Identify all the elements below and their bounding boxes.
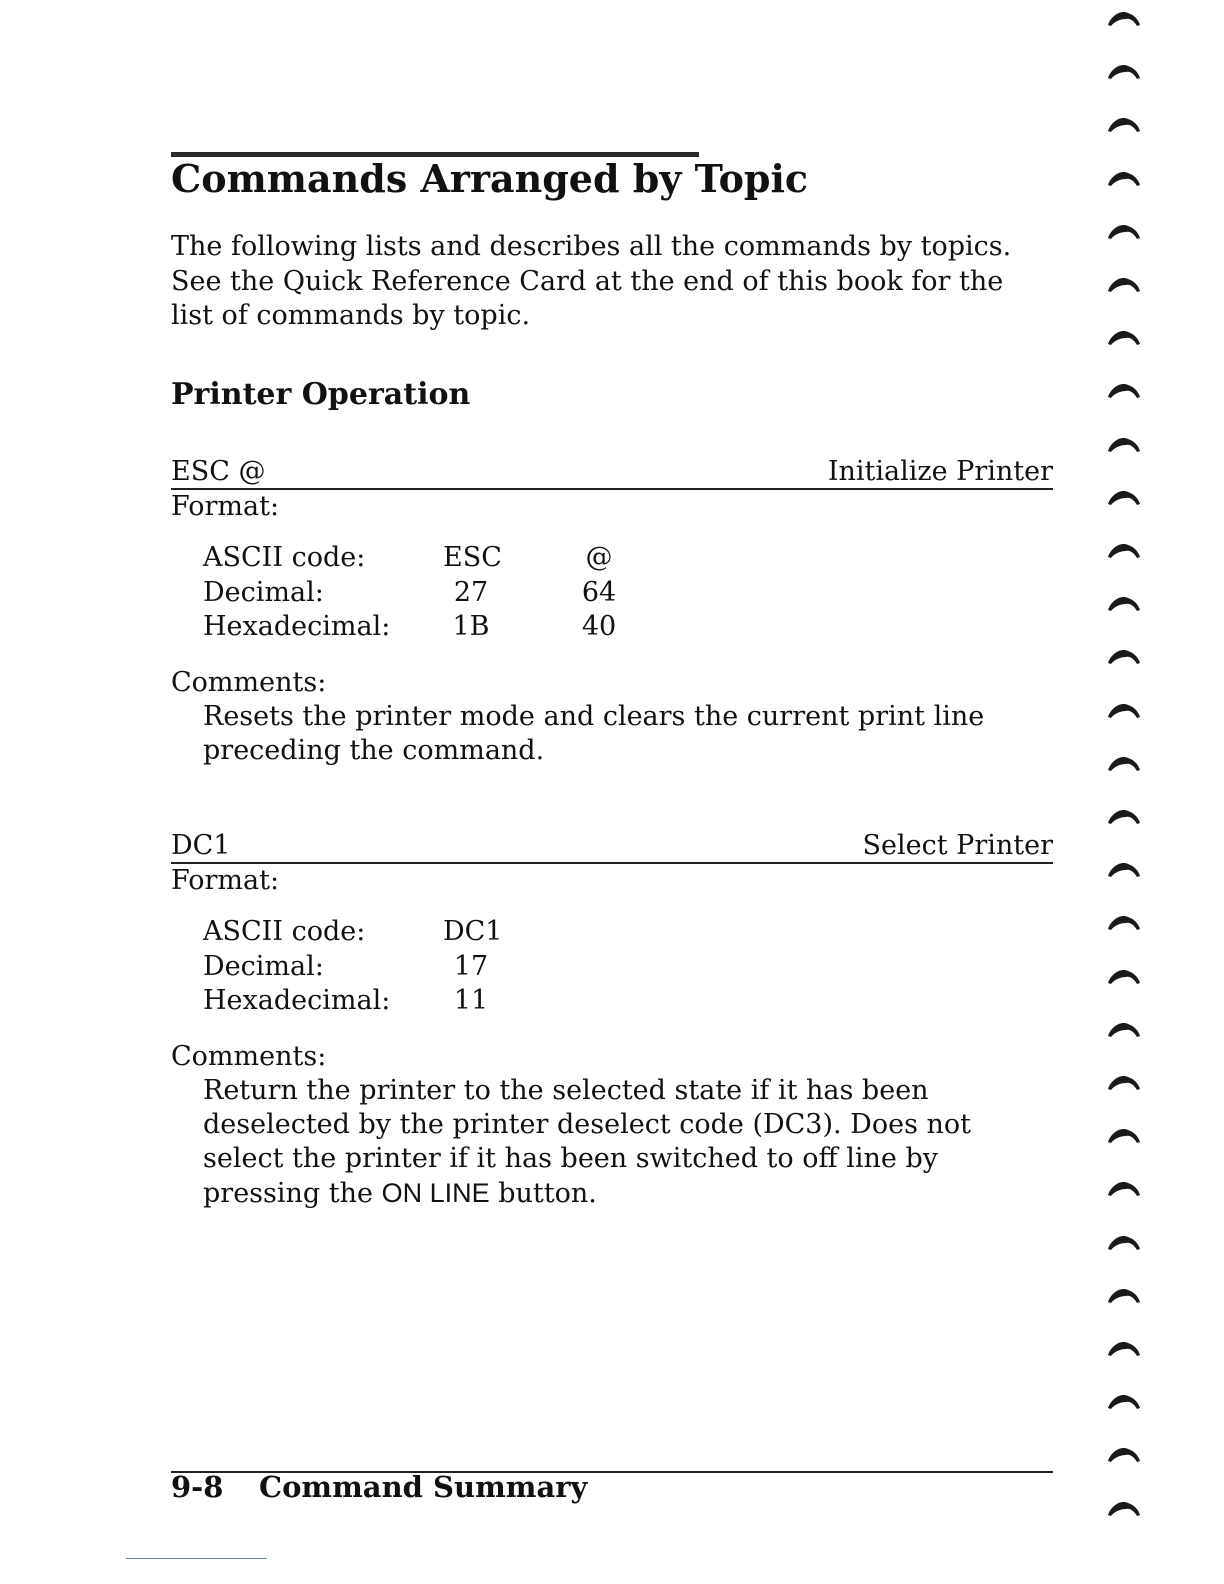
page-title: Commands Arranged by Topic <box>171 156 809 201</box>
binding-ring-icon <box>1106 1019 1142 1039</box>
binding-ring-icon <box>1106 380 1142 400</box>
format-row-hex <box>203 611 1053 646</box>
command-block-esc-at <box>171 453 1053 768</box>
row-value-2: 64 <box>581 576 617 608</box>
comments-text <box>203 1074 1053 1212</box>
row-label: Decimal: <box>203 576 324 608</box>
format-row-hex <box>203 985 1053 1020</box>
binding-ring-icon <box>1106 859 1142 879</box>
page-footer <box>171 1470 587 1504</box>
row-value-1: ESC <box>443 542 502 573</box>
binding-ring-icon <box>1106 1391 1142 1411</box>
format-table <box>203 542 1053 646</box>
command-code: ESC @ <box>171 456 266 487</box>
row-label: ASCII code: <box>203 542 366 573</box>
format-row-decimal <box>203 577 1053 612</box>
binding-ring-icon <box>1106 646 1142 666</box>
command-code: DC1 <box>171 830 231 861</box>
row-label: Hexadecimal: <box>203 611 391 642</box>
row-value-1: 17 <box>453 950 489 982</box>
binding-ring-icon <box>1106 221 1142 241</box>
binding-ring-icon <box>1106 434 1142 454</box>
binding-ring-icon <box>1106 593 1142 613</box>
format-label: Format: <box>171 865 280 896</box>
binding-ring-icon <box>1106 806 1142 826</box>
binding-ring-icon <box>1106 1072 1142 1092</box>
binding-ring-icon <box>1106 61 1142 81</box>
binding-ring-icon <box>1106 912 1142 932</box>
row-value-1: 1B <box>452 611 490 642</box>
command-header <box>171 827 1053 864</box>
row-label: Decimal: <box>203 950 324 982</box>
binding-ring-icon <box>1106 1498 1142 1518</box>
comments-text-part: Return the printer to the selected state if it has been deselected by the printer deselect code (DC3). Does not select the printer if it has been switched to off line by pressing the <box>203 1074 971 1210</box>
row-value-1: 27 <box>453 576 489 608</box>
row-value-2: 40 <box>581 611 617 642</box>
binding-ring-icon <box>1106 1338 1142 1358</box>
command-header <box>171 453 1053 490</box>
binding-ring-icon <box>1106 274 1142 294</box>
comments-text: Resets the printer mode and clears the current print line preceding the command. <box>203 700 985 766</box>
row-label: Hexadecimal: <box>203 985 391 1016</box>
chapter-title: Command Summary <box>259 1470 588 1504</box>
binding-ring-icon <box>1106 1178 1142 1198</box>
binding-ring-icon <box>1106 1444 1142 1464</box>
binding-ring-icon <box>1106 487 1142 507</box>
row-value-1: DC1 <box>443 916 503 947</box>
comments-label: Comments: <box>171 666 327 698</box>
format-row-ascii <box>203 542 1053 577</box>
comments-label: Comments: <box>171 1040 327 1072</box>
binding-ring-icon <box>1106 114 1142 134</box>
binding-ring-icon <box>1106 966 1142 986</box>
command-block-dc1 <box>171 827 1053 1212</box>
format-table <box>203 916 1053 1020</box>
binding-ring-icon <box>1106 700 1142 720</box>
row-value-2: @ <box>585 542 613 573</box>
command-name: Initialize Printer <box>827 456 1053 487</box>
page-number: 9-8 <box>171 1470 224 1504</box>
row-label: ASCII code: <box>203 916 366 947</box>
scan-artifact-line <box>126 1558 267 1559</box>
binding-ring-icon <box>1106 1285 1142 1305</box>
format-row-decimal <box>203 951 1053 986</box>
binding-ring-icon <box>1106 168 1142 188</box>
spiral-binding <box>1100 0 1160 1584</box>
intro-paragraph: The following lists and describes all the commands by topics. See the Quick Reference Card at the end of this book for the list of commands by topic. <box>171 231 1012 331</box>
binding-ring-icon <box>1106 327 1142 347</box>
binding-ring-icon <box>1106 1232 1142 1252</box>
binding-ring-icon <box>1106 753 1142 773</box>
section-heading: Printer Operation <box>171 377 471 412</box>
binding-ring-icon <box>1106 540 1142 560</box>
row-value-1: 11 <box>453 985 489 1016</box>
binding-ring-icon <box>1106 1125 1142 1145</box>
command-name: Select Printer <box>862 830 1053 861</box>
comments-text-part: button. <box>489 1178 597 1210</box>
format-row-ascii <box>203 916 1053 951</box>
format-label: Format: <box>171 491 280 522</box>
key-name: ON LINE <box>381 1178 490 1209</box>
binding-ring-icon <box>1106 8 1142 28</box>
